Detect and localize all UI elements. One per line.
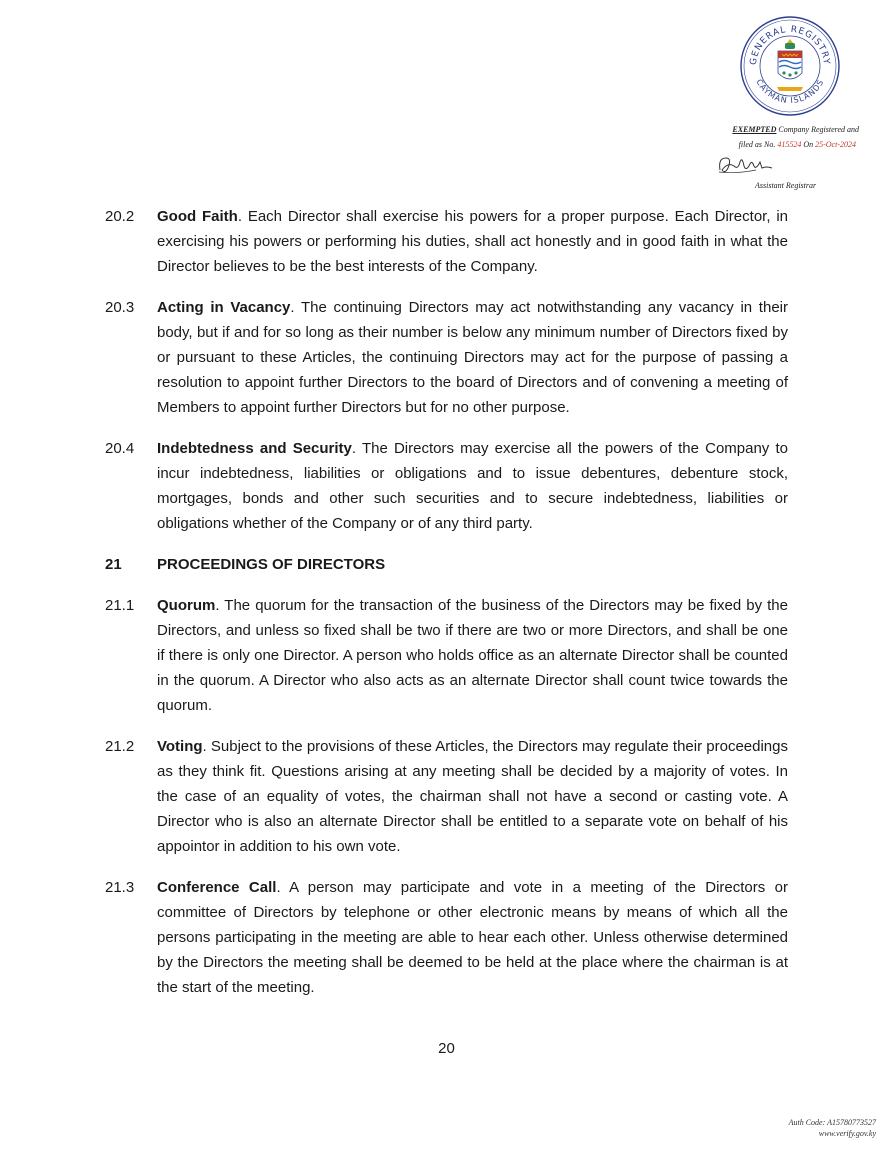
clause-text: . A person may participate and vote in a meeting of the Directors or committee of Directors by telephone or other electronic means by means of which all the persons participating in the meeting are able to hear each other. Unless otherwise determined by the Directors the meeting shall be deemed to be held at the place where the chairman is at the start of the meeting. bbox=[157, 879, 788, 996]
clause-title: Voting bbox=[157, 738, 203, 755]
auth-code: Auth Code: A15780773527 bbox=[788, 1118, 876, 1127]
clause-text: . Subject to the provisions of these Articles, the Directors may regulate their proceedings as they think fit. Questions arising at any meeting shall be decided by a majority of votes. In the case of an equality of votes, the chairman shall not have a second or casting vote. A Director who is also an alternate Director shall be entitled to a separate vote on behalf of his appointor in addition to his own vote. bbox=[157, 738, 788, 855]
clause-title: Quorum bbox=[157, 597, 216, 614]
document-body bbox=[105, 204, 788, 1016]
registration-date: 25-Oct-2024 bbox=[815, 140, 856, 149]
on-text: On bbox=[801, 140, 816, 149]
clause-21-2 bbox=[105, 734, 788, 859]
registration-stamp bbox=[690, 122, 860, 152]
clause-number: 21.1 bbox=[105, 597, 135, 614]
clause-21-3 bbox=[105, 875, 788, 1000]
seal-bottom-text: CAYMAN ISLANDS bbox=[754, 77, 826, 106]
clause-title: Conference Call bbox=[157, 879, 277, 896]
clause-number: 21.2 bbox=[105, 738, 135, 755]
clause-title: Indebtedness and Security bbox=[157, 440, 352, 457]
clause-21-1 bbox=[105, 593, 788, 718]
exempted-label: EXEMPTED bbox=[732, 125, 777, 134]
clause-text: . The quorum for the transaction of the business of the Directors may be fixed by the Directors, and unless so fixed shall be two if there are two or more Directors, and shall be one if there is only one Director. A person who holds office as an alternate Director shall be counted in the quorum. A Director who also acts as an alternate Director shall count twice towards the quorum. bbox=[157, 597, 788, 714]
clause-number: 20.3 bbox=[105, 299, 135, 316]
clause-text: . The Directors may exercise all the powers of the Company to incur indebtedness, liabilities or obligations and to issue debentures, debenture stock, mortgages, bonds and other such securities and to secure indebtedness, liabilities or obligations whether of the Company or of any third party. bbox=[157, 440, 788, 532]
registered-text: Company Registered and bbox=[776, 125, 859, 134]
clause-number: 20.4 bbox=[105, 440, 135, 457]
section-heading-21 bbox=[105, 552, 788, 577]
registrar-signature bbox=[716, 152, 776, 178]
seal-top-text: GENERAL REGISTRY bbox=[748, 24, 832, 66]
clause-text: . The continuing Directors may act notwithstanding any vacancy in their body, but if and for so long as their number is below any minimum number of Directors fixed by or pursuant to these Articles, the continuing Directors may act for the purpose of passing a resolution to appoint further Directors to the board of Directors and of convening a meeting of Members to appoint further Directors but for no other purpose. bbox=[157, 299, 788, 416]
section-number: 21 bbox=[105, 556, 122, 573]
clause-title: Acting in Vacancy bbox=[157, 299, 291, 316]
clause-20-4 bbox=[105, 436, 788, 536]
clause-number: 20.2 bbox=[105, 208, 135, 225]
page-number: 20 bbox=[438, 1040, 455, 1057]
filed-as-text: filed as No. bbox=[738, 140, 778, 149]
clause-text: . Each Director shall exercise his powers for a proper purpose. Each Director, in exercising his powers or performing his duties, shall act honestly and in good faith in what the Director believes to be the best interests of the Company. bbox=[157, 208, 788, 275]
section-title: PROCEEDINGS OF DIRECTORS bbox=[157, 556, 386, 573]
clause-20-2 bbox=[105, 204, 788, 279]
registry-seal bbox=[739, 15, 841, 117]
clause-number: 21.3 bbox=[105, 879, 135, 896]
coat-of-arms-icon bbox=[777, 39, 803, 91]
clause-20-3 bbox=[105, 295, 788, 420]
registration-number: 415524 bbox=[777, 140, 802, 149]
assistant-registrar-label: Assistant Registrar bbox=[755, 181, 817, 190]
verify-url: www.verify.gov.ky bbox=[818, 1129, 876, 1138]
svg-text:CAYMAN ISLANDS bbox=[754, 78, 825, 105]
auth-footer bbox=[789, 1117, 876, 1139]
clause-title: Good Faith bbox=[157, 208, 238, 225]
